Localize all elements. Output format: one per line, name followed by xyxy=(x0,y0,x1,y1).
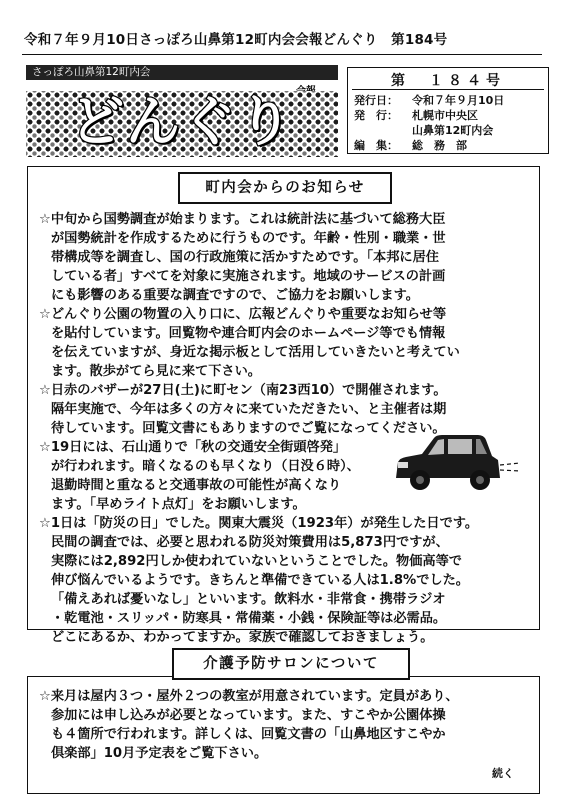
notice-text-line: ます。散歩がてら見に来て下さい。 xyxy=(51,364,261,379)
notice-text-line: ☆どんぐり公園の物置の入り口に、広報どんぐりや重要なお知らせ等 xyxy=(39,307,447,322)
salon-text-line: 参加には申し込みが必要となっています。また、すこやか公園体操 xyxy=(51,708,446,723)
issue-number: 第 １８４号 xyxy=(391,73,505,89)
masthead-bar xyxy=(26,65,338,80)
header-rule xyxy=(22,54,542,55)
notice-text-line: ます。「早めライト点灯」をお願いします。 xyxy=(51,497,306,512)
care-salon-section-title: 介護予防サロンについて xyxy=(172,648,410,680)
masthead-logo: どんぐり xyxy=(70,90,294,153)
masthead-bar-text: さっぽろ山鼻第12町内会 xyxy=(32,66,151,78)
issue-divider xyxy=(352,89,544,90)
salon-text-line: ☆来月は屋内３つ・屋外２つの教室が用意されています。定員があり、 xyxy=(39,689,459,704)
publisher-association: 山鼻第12町内会 xyxy=(412,124,494,137)
notice-text-line: ・乾電池・スリッパ・防寒具・常備薬・小銭・保険証等は必需品。 xyxy=(51,611,447,626)
issued-date-label: 発行日： xyxy=(354,94,398,107)
notice-text-line: を貼付しています。回覧物や連合町内会のホームページ等でも情報 xyxy=(51,326,446,341)
car-illustration-icon xyxy=(392,432,522,500)
notice-text-line: が行われます。暗くなるのも早くなり（日没６時）、 xyxy=(51,459,360,474)
salon-text-line: も４箇所で行われます。詳しくは、回覧文書の「山鼻地区すこやか xyxy=(51,727,446,742)
issue-info-box xyxy=(347,67,549,154)
notice-text-line: 待しています。回覧文書にもありますのでご覧になってください。 xyxy=(51,421,446,436)
issued-date-value: 令和７年９月10日 xyxy=(412,94,505,107)
notice-text-line: している者」すべてを対象に実施されます。地域のサービスの計画 xyxy=(51,269,446,284)
notice-text-line: 民間の調査では、必要と思われる防災対策費用は5,873円ですが、 xyxy=(51,535,449,550)
notice-text-line: 隔年実施で、今年は多くの方々に来ていただきたい、と主催者は期 xyxy=(51,402,447,417)
notice-text-line: 帯構成等を調査し、国の行政施策に活かすためです。「本邦に居住 xyxy=(51,250,439,265)
masthead xyxy=(26,65,338,157)
notices-section-title: 町内会からのお知らせ xyxy=(178,172,392,204)
editor-value: 総 務 部 xyxy=(412,139,467,152)
notice-text-line: ☆1日は「防災の日」でした。関東大震災（1923年）が発生した日です。 xyxy=(39,516,479,531)
notice-text-line: ☆日赤のバザーが27日(土)に町セン（南23西10）で開催されます。 xyxy=(39,383,447,398)
publisher-label: 発 行： xyxy=(354,109,398,122)
notice-text-line: を伝えていますが、身近な掲示板として活用していきたいと考えてい xyxy=(51,345,460,360)
notice-text-line: どこにあるか、わかってますか。家族で確認しておきましょう。 xyxy=(51,630,434,645)
continued-label: 続く xyxy=(492,767,514,780)
notice-text-line: ☆中旬から国勢調査が始まります。これは統計法に基づいて総務大臣 xyxy=(39,212,446,227)
salon-text-line: 倶楽部」10月予定表をご覧下さい。 xyxy=(51,746,268,761)
newsletter-header-line: 令和７年９月10日さっぽろ山鼻第12町内会会報どんぐり 第184号 xyxy=(24,32,448,48)
notice-text-line: 退勤時間と重なると交通事故の可能性が高くなり xyxy=(51,478,342,493)
notice-text-line: ☆19日には、石山通りで「秋の交通安全街頭啓発」 xyxy=(39,440,347,455)
publisher-city: 札幌市中央区 xyxy=(412,109,478,122)
notice-text-line: 伸び悩んでいるようです。きちんと準備できている人は1.8%でした。 xyxy=(51,573,469,588)
editor-label: 編 集： xyxy=(354,139,398,152)
notice-text-line: が国勢統計を作成するために行うものです。年齢・性別・職業・世 xyxy=(51,231,446,246)
notice-text-line: にも影響のある重要な調査ですので、ご協力をお願いします。 xyxy=(51,288,419,303)
notice-text-line: 実際には2,892円しか使われていないということでした。物価高等で xyxy=(51,554,462,569)
notice-text-line: 「備えあれば憂いなし」といいます。飲料水・非常食・携帯ラジオ xyxy=(51,592,446,607)
